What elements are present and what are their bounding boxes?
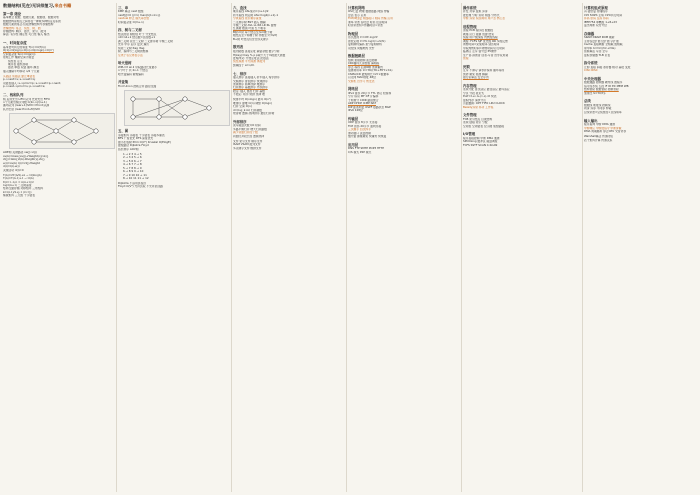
section-heading: 操作系统 [463,5,477,10]
note-line: 顺序表 随机存取 [8,62,29,66]
line-spacer [584,27,697,29]
note-line: 散列函数 直接定址 除留余数 数字分析 [233,50,280,54]
note-line: 调度: FCFS SJF 优先级 RR 多级反馈 [463,39,508,43]
note-line: 补码 原码 反码 移码 [584,17,609,21]
note-line: 空间复杂度 S(n)=O(g(n)) [3,52,36,56]
note-line: 组帧 差错控制 流量控制 [348,58,378,62]
graph-edge [34,120,56,131]
section-heading: 传输层 [348,116,359,121]
note-line: 主存容量扩展 位扩展 字扩展 [584,39,619,43]
line-spacer [233,41,345,43]
line-spacer [348,139,460,141]
note-line: 管程 [463,56,469,60]
note-line: 链表 单链 双链 循环 静态 [8,66,39,70]
line-spacer [118,57,230,59]
note-line: CSMA/CD 最短帧长=2τ×数据率 [348,72,390,76]
section-heading: 输入输出 [584,118,598,123]
line-spacer [463,60,581,62]
note-line: O(1)<O(logn)<O(n)<O(nlogn)<O(n²) [3,49,54,53]
note-line: 败者树 置换-选择排序 最佳归并树 [233,112,275,116]
column-divider [116,3,117,492]
note-line: 循环队列 (rear+1)%M==front 队满 [3,104,50,108]
graph-diagram [124,90,230,126]
aoe-network-diagram [9,113,115,149]
note-line: 稳定: 插入 冒泡 归并 基数 [233,89,265,93]
note-line: 根结点至少两棵子树 非根至少⌈m/2⌉ [233,34,278,38]
note-line: 满二叉树 完全二叉树 二叉排序树 平衡二叉树 [118,39,173,43]
line-spacer [463,128,581,130]
note-line: 带权周转时间=周转时间/运行时间 [463,46,505,50]
line-spacer [584,73,697,75]
note-line: 周转时间=完成时间-到达时间 [463,43,500,47]
column-divider [461,3,462,492]
note-line: 堆排序 建堆 O(n) 调整 O(logn) [233,101,273,105]
note-line: 处理冲突: 开放定址法 拉链法 [233,56,269,60]
note-line: T(n)=T(n-1)+1 → O(n) [3,177,34,181]
note-line: d(i)=l(i)-e(i) [3,165,20,169]
title-text: 数据结构(见在)无识综复习, [3,3,55,8]
note-line: 立即 直接 间接 寄存器 相对 基址 变址 [584,65,631,69]
graph-node [183,115,187,119]
note-line: 分页 分段 段页式 [463,91,484,95]
note-line: 同步 异步 半同步 仲裁 [584,107,612,111]
note-line: 中断响应 中断隐指令 中断屏蔽 [584,126,622,130]
line-spacer [233,116,345,118]
notes-column-4 [348,3,460,492]
note-line: p->next->prior=s; p->next=s; [3,85,46,89]
line-spacer [463,21,581,23]
note-line: 信道利用率 U=TD/(TD+RTT+TA) [348,69,393,73]
line-spacer [348,27,460,29]
section-heading: 三、串 [118,5,129,10]
note-line: 会话 表示 应用 [348,13,367,17]
page-title [3,3,115,9]
column-divider [346,3,347,492]
note-line: 银行家算法 安全序列 [463,76,489,80]
line-spacer [233,67,345,69]
note-line: B树 m阶 每个结点至多m棵子树 [233,30,273,34]
section-heading: 计算机组成原理 [584,5,608,10]
note-line: Cache 直接映射 全相联 组相联 [584,43,623,47]
note-line: 多路平衡归并 增大归并路数 [233,127,267,131]
note-line: ISAM VSAM 散列文件 [233,143,261,147]
note-line: 头插法 尾插法 建立单链表 [3,74,35,78]
section-heading: 哈夫曼树 [118,61,132,66]
note-line: 页面置换: OPT FIFO LRU CLOCK [463,102,505,106]
note-line: 顺序查找 ASL成功=(n+1)/2 [233,10,269,14]
column-divider [231,3,232,492]
note-line: 连续分配 首次适应 最佳适应 最坏适应 [463,88,510,92]
note-line: next[j]=0 (j=1) max{k|1<k<j} [118,13,161,17]
note-line: e(i)=ve(k) l(i)=vl(j)-Weight [3,161,40,165]
note-line: 分块查找 索引顺序查找 [233,17,262,21]
graph-node [94,129,98,133]
graph-node [72,118,76,122]
note-line: 指令流水线 五段 IF ID EX MEM WB [584,84,629,88]
note-line: 速率 带宽 吞吐量 时延 往返时间 [348,20,388,24]
note-line: SRAM DRAM ROM 刷新 [584,36,615,40]
note-line: 减少初始归并段个数 [233,131,258,135]
note-line: 平衡二叉树 AVL LL RR LR RL 旋转 [233,24,277,27]
notes-column-6 [584,3,697,492]
note-line: 程序直接控制 中断 DMA 通道 [463,136,500,140]
note-line: 虚拟内存 请求分页 [463,98,486,102]
note-line: 存储结构: 顺序、链式、索引、散列 [3,30,47,33]
line-spacer [118,24,230,26]
section-heading: 散列表 [233,45,244,50]
line-spacer [463,109,581,111]
section-heading: 总线 [584,99,591,104]
note-line: 6 → 8 9 9 → 10 [123,170,144,174]
line-spacer [584,114,697,116]
note-line: 冯·诺依曼 存储程序 [584,10,608,14]
note-line: 线性表 定义 [8,59,23,63]
section-heading: 一、时间复杂度 [3,41,27,46]
note-line: 归并 空间 O(n) [233,105,252,109]
note-line: 先序 中序 后序 层次 遍历 [118,43,149,47]
note-line: 线程 用户级线程 内核级线程 [463,36,498,40]
note-line: 线索二叉树 ltag rtag [118,46,145,50]
note-line: 原地工作 辅助空间为常量 [3,56,35,60]
note-line: 最小生成树 Prim O(V²) Kruskal O(ElogE) [118,140,171,144]
note-line: 滑动窗口 流量控制 [348,131,371,135]
note-line: 栈 后进先出 LIFO 队列 先进先出 FIFO [3,97,50,101]
note-line: 基本语句执行的频度 T(n)=O(f(n)) [3,45,46,49]
note-line: 选择排序 简单选择 堆排序 [233,83,265,86]
graph-edge [16,120,34,131]
note-line: C/S 模式 P2P 模式 [348,150,372,154]
line-spacer [348,83,460,85]
note-line: 生产者-消费者 读者-写者 哲学家进餐 [463,53,508,57]
note-line: 初始归并段长度 置换选择 [233,134,265,138]
note-line: 8 → 10 11 11 → 12 [123,176,149,180]
note-line: 三次握手 四次挥手 [348,128,371,132]
note-line: 红黑树 根黑 叶黑 红不相邻 [233,27,266,31]
note-line: IEEE754 单精度 1+8+23 [584,20,617,24]
note-line: 停止-等待 后退N帧 选择重传 [348,65,384,69]
section-heading: 六、查找 [233,5,247,10]
section-heading: 进程管理 [463,24,477,29]
section-heading: 计算机网络 [348,5,365,10]
note-line: 时延带宽积=传播时延×带宽 [348,24,383,27]
note-line: 归并排序 基数排序 外部排序 [233,86,268,90]
note-line: 奈氏准则 C=2W·log2V [348,36,378,40]
note-line: 虚拟存储器 TLB 页表 [584,53,611,57]
section-heading: I/O管理 [463,132,476,137]
note-line: TCP/IP四层 网络接口 网际 传输 应用 [348,17,393,21]
line-spacer [348,50,460,52]
note-line: 双链表插入: s->prior=p; s->next=p->next; [3,81,61,85]
note-line: FCB 索引结点 目录结构 [463,117,493,121]
section-heading: 第一章 绪论 [3,11,22,16]
note-line: k=i(i-1)/2+j-1 (i>=j) [3,190,32,194]
note-line: 插入排序 直接插入 折半插入 希尔排序 [233,76,280,80]
note-line: CRC循环冗余校验 海明码 [348,62,380,66]
note-line: 拓扑排序 AOV网 [118,147,139,151]
note-line: 3 → 5 6 6 → 7 [123,159,142,163]
note-line: 若干矩阵计算 传递关系 [584,138,613,142]
note-line: 左孩子右兄弟表示法 [118,53,143,57]
note-line: 时间复杂度 O(m+n) [118,20,144,24]
note-line: log2(n+1) 二叉树高度 [3,183,32,187]
note-line: IPv4 首部 20字节 TTL 协议 校验和 [348,91,392,95]
note-line: n0=n2+1 结点数=总度数+1 [118,36,156,40]
note-line: 基本概念 数据、数据元素、数据项、数据对象 [3,16,59,20]
note-line: 交换机 自学习 转发表 [348,79,375,83]
section-heading: 四、树与二叉树 [118,28,142,33]
line-spacer [118,76,230,78]
note-line: 互斥 不剥夺 请求并保持 循环等待 [463,69,505,73]
note-line: 数据线 地址线 控制线 [584,104,611,108]
note-line: 临界区 互斥 信号量 PV操作 [463,50,497,54]
note-line: 哈夫曼编码 前缀编码 [118,72,144,76]
graph-node [54,129,58,133]
note-line: AOE网 关键路径 ve(j) vl(j) [3,151,37,155]
section-heading: 中央处理器 [584,76,601,81]
section-heading: 存储器 [584,31,595,36]
note-line: H(key)=key % p p取不大于m的最大质数 [233,53,286,57]
notes-column-5 [463,3,581,492]
line-spacer [463,80,581,82]
note-line: 数据结构是相互之间存在一种或多种特定关系的 [3,19,61,23]
notes-column-1 [3,3,115,492]
graph-node [32,118,36,122]
note-line: 子网划分 CIDR 路由聚合 [348,98,379,102]
note-line: BFS 广度优先 DFS 深度优先 [118,137,154,141]
note-line: 加速比 S=T0/Tp [584,91,606,95]
note-line: 批处理 分时 实时 网络 分布式 [463,13,500,17]
note-line: 1 → 2 3 4 → 5 [123,152,142,156]
section-heading: 指令系统 [584,61,598,66]
graph-node [157,115,161,119]
graph-edge [185,108,209,117]
note-line: p->next=s; s->next=q; [3,78,36,82]
graph-node [131,97,135,101]
note-line: 5 → 7 8 8 → 9 [123,166,142,170]
note-line: Find Union 按秩合并 路径压缩 [118,84,157,88]
section-heading: 七、排序 [233,71,247,76]
note-line: 预防 避免 检测 解除 [463,72,488,76]
note-line: DNS FTP SMTP POP3 HTTP [348,147,385,151]
note-line: n个叶子 共 2n-1 个结点 [118,69,148,73]
line-spacer [584,95,697,97]
note-line: 逻辑结构: 集合、线性、树、图 [3,26,41,30]
note-line: 二叉排序树 BST 插入 删除 [233,20,266,24]
section-heading: 物理层 [348,31,359,36]
note-line: 最短路径 Dijkstra Floyd [118,144,149,148]
note-line: 香农定理 C=W·log2(1+S/N) [348,39,386,43]
graph-edge [56,120,74,131]
note-line: 总线带宽=总线宽度×总线频率 [584,110,622,114]
line-spacer [348,113,460,115]
note-line: 双绞线 同轴电缆 光纤 [348,46,375,50]
note-line: 数据通路 控制器 硬布线 微程序 [584,81,623,85]
note-line: Dijkstra 不适用负权边 [118,182,146,185]
note-line: 多关键字文件 倒排文件 [233,146,262,150]
graph-node [131,115,135,119]
note-line: 就绪 运行 阻塞 创建 结束 [463,32,494,36]
graph-node [14,129,18,133]
line-spacer [3,89,115,91]
section-heading: 二、栈和队列 [3,92,24,97]
note-line: 溢出判断 双符号位 [584,24,607,27]
title-highlight: 来自书籍 [54,3,72,8]
graph-node [32,140,36,144]
note-line: UDP 首部 8字节 无连接 [348,121,378,125]
note-line: IPv6 128位 [348,109,363,113]
note-line: vl(j)=min{vl(k)-Weight(vj,vk)} [3,158,45,162]
note-line: 邻接矩阵 邻接表 十字链表 邻接多重表 [118,133,165,137]
note-line: EAT=t+ε·t+(1-ε)·2t 快表 [463,95,497,99]
graph-node [72,140,76,144]
section-heading: 并查集 [118,80,129,85]
note-line: DMA 周期挪用 停止CPU 交替访存 [584,130,627,134]
note-lines [233,5,345,151]
note-line: 交换排序 冒泡排序 快速排序 [233,79,268,83]
note-line: Warshall算法 传递闭包 [584,135,614,139]
section-heading: 五、图 [118,129,129,134]
note-line: 矩阵压缩存储 对称矩阵 三角矩阵 [3,187,44,191]
graph-edge [74,120,96,131]
note-line: 空闲表 空闲链表 位示图 成组链接 [463,124,505,128]
note-lines [584,5,697,142]
note-line: SPOOLing 缓冲区 磁盘调度 [463,140,498,144]
note-line: 快排平均 O(nlogn) 最坏 O(n²) [233,98,272,102]
note-line: 读写磁盘次数 I/O 时间 [233,124,261,128]
note-line: TCP 首部 20字节 面向连接 [348,124,382,128]
note-line: nextval 修正 模式串比较 [118,17,150,21]
line-spacer [584,57,697,59]
graph-edge [16,131,34,142]
note-line: 关键活动 d(i)=0 [3,168,24,172]
graph-node [183,97,187,101]
note-line: CPI MIPS 主频 CPU执行时间 [584,13,623,17]
note-line: Belady异常 抖动 工作集 [463,105,494,109]
section-heading: 数据链路层 [348,54,365,59]
note-line: 慢开始 拥塞避免 快重传 快恢复 [348,135,387,139]
note-line: 折半查找 判定树 ASL=log2(n+1)-1 [233,13,279,17]
note-line: 命中率 h=Nc/(Nc+Nm) [584,46,616,50]
note-line: CISC RISC [584,69,598,73]
note-line: ARP DHCP ICMP NAT [348,102,377,106]
section-heading: 死锁 [463,64,470,69]
note-lines [463,5,581,148]
note-line: KMP 算法 next 数组 [118,10,144,14]
note-line: 曼彻斯特编码 差分曼彻斯特 [348,43,382,47]
section-heading: 外部排序 [233,119,247,124]
note-line: 分片 标识 MF DF 片偏移 [348,95,379,99]
note-line: WPL=Σ wi·li 带权路径长度最小 [118,65,158,69]
note-lines [348,5,460,155]
note-line: OSI七层 物理 数据链路 网络 传输 [348,10,390,14]
graph-edge [185,99,209,108]
note-line: n个元素出栈序列数 C(2n,n)/(n+1) [3,100,47,104]
column-divider [582,3,583,492]
note-line: B+树 叶结点包含全部关键字 [233,37,269,41]
note-line: 文件 索引文件 顺序文件 [233,139,263,143]
notes-column-3 [233,3,345,492]
note-line: 4 → 6 7 7 → 8 [123,163,142,167]
note-line: 插入删除平均移动 n/2 个元素 [3,69,40,73]
graph-node [207,106,211,110]
note-line: 数据元素的集合,包括逻辑结构与存储结构 [3,23,54,27]
note-line: 中断 异常 系统调用 用户态 核心态 [463,17,505,21]
note-line: 程序查询 中断 DMA 通道 [584,123,615,127]
note-line: d=⌈log_k m⌉ 归并趟数 [233,108,262,112]
section-heading: 内存管理 [463,83,477,88]
note-line: 并发 共享 虚拟 异步 [463,10,488,14]
note-line: 线性探测 平方探测 再散列 [233,60,265,64]
note-line: ve(k)=max{ve(j)+Weight(vj,vk)} [3,154,49,158]
note-line: 不稳定: 希尔 快排 选择 堆 [233,93,265,97]
note-line: RIP 距离向量 OSPF 链路状态 BGP [348,105,391,109]
section-heading: 网络层 [348,87,359,92]
note-line: 结点的度 树的度 叶子 分支结点 [118,32,157,36]
note-line: 稀疏矩阵 三元组 十字链表 [3,194,35,198]
notes-column-2 [118,3,230,492]
graph-edge [74,131,96,142]
note-line: T(n)=2T(n/2)+n → O(nlogn) [3,173,42,177]
note-line: 算法: 有穷性 确定性 可行性 输入 输出 [3,33,50,37]
note-line: 替换算法 写回 全写 [584,50,608,54]
note-line: 树、森林与二叉树的转换 [118,50,149,54]
note-line: FCFS SSTF SCAN C-SCAN [463,143,498,147]
graph-edge [34,131,56,142]
note-line: 以太网 MAC地址 48位 [348,76,376,80]
note-line: 7 → 9 10 10 → 11 [123,173,147,177]
note-line: 结构冒险 数据冒险 控制冒险 [584,88,619,92]
note-line: 装填因子 α=n/m [233,63,255,67]
line-spacer [3,37,115,39]
section-heading: 文件管理 [463,113,477,118]
note-line: 进程 PCB 程序段 数据段 [463,29,494,33]
note-line: 连续 链接 索引 分配 [463,121,488,125]
note-line: Floyd O(V³) 允许负权 不允许负回路 [118,185,163,189]
section-heading: 应用层 [348,142,359,147]
graph-edge [56,131,74,142]
note-lines [3,11,115,198]
note-line: 队列长度 (rear-front+M)%M [3,107,40,111]
note-lines [118,5,230,189]
note-line: 2 → 3 4 5 → 6 [123,156,142,160]
graph-node [157,97,161,101]
note-line: Σ(i=1..n) i = n(n+1)/2 [3,180,34,184]
